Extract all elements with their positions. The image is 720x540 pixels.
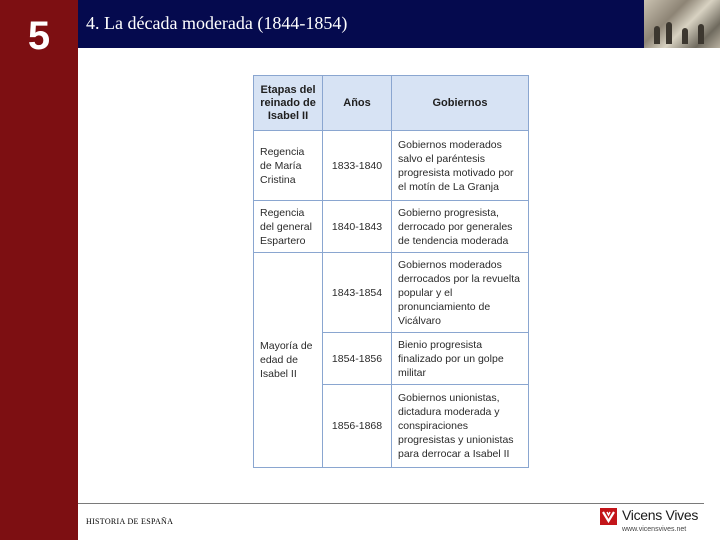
- brand-name: Vicens Vives: [622, 507, 699, 523]
- gobiernos-cell: Gobiernos moderados derrocados por la revuelta popular y el pronunciamiento de Vicálvaro: [392, 253, 528, 333]
- table-header-row: [254, 76, 528, 131]
- table-row: [254, 253, 528, 333]
- gobiernos-cell: Gobiernos moderados salvo el paréntesis progresista motivado por el motín de La Granja: [392, 131, 528, 201]
- anos-cell: 1840-1843: [323, 201, 392, 253]
- gobiernos-cell: Gobiernos unionistas, dictadura moderada y conspiraciones progresistas y unionistas para derrocar a Isabel II: [398, 392, 514, 460]
- anos-cell: 1856-1868: [323, 385, 392, 467]
- chapter-number: 5: [27, 14, 51, 58]
- anos-cell: 1843-1854: [323, 253, 392, 333]
- publisher-brand: [600, 506, 710, 538]
- table-row: [254, 131, 528, 201]
- brand-url: www.vicensvives.net: [622, 526, 687, 533]
- title-bar: [78, 0, 720, 48]
- slide-title: 4. La década moderada (1844-1854): [86, 13, 348, 33]
- chapter-sidebar: [0, 0, 78, 540]
- header-anos: Años: [323, 76, 392, 131]
- gobiernos-cell: Gobierno progresista, derrocado por generales de tendencia moderada: [392, 201, 528, 253]
- footer-divider: [78, 503, 704, 504]
- etapa-cell: Regencia del general Espartero: [254, 201, 323, 253]
- anos-cell: 1833-1840: [323, 131, 392, 201]
- vicens-vives-logo-icon: [600, 508, 617, 525]
- etapa-cell: Regencia de María Cristina: [254, 131, 323, 201]
- gobiernos-cell: Bienio progresista finalizado por un golpe militar: [392, 333, 528, 385]
- reign-stages-table-container: [253, 75, 529, 468]
- etapa-cell: Mayoría de edad de Isabel II: [254, 253, 323, 467]
- anos-cell: 1854-1856: [323, 333, 392, 385]
- header-etapas: Etapas del reinado de Isabel II: [254, 76, 323, 131]
- header-gobiernos: Gobiernos: [392, 76, 528, 131]
- reign-stages-table: [253, 75, 529, 468]
- footer-subject: HISTORIA DE ESPAÑA: [86, 517, 174, 526]
- historical-painting-image: [644, 0, 720, 48]
- table-row: [254, 201, 528, 253]
